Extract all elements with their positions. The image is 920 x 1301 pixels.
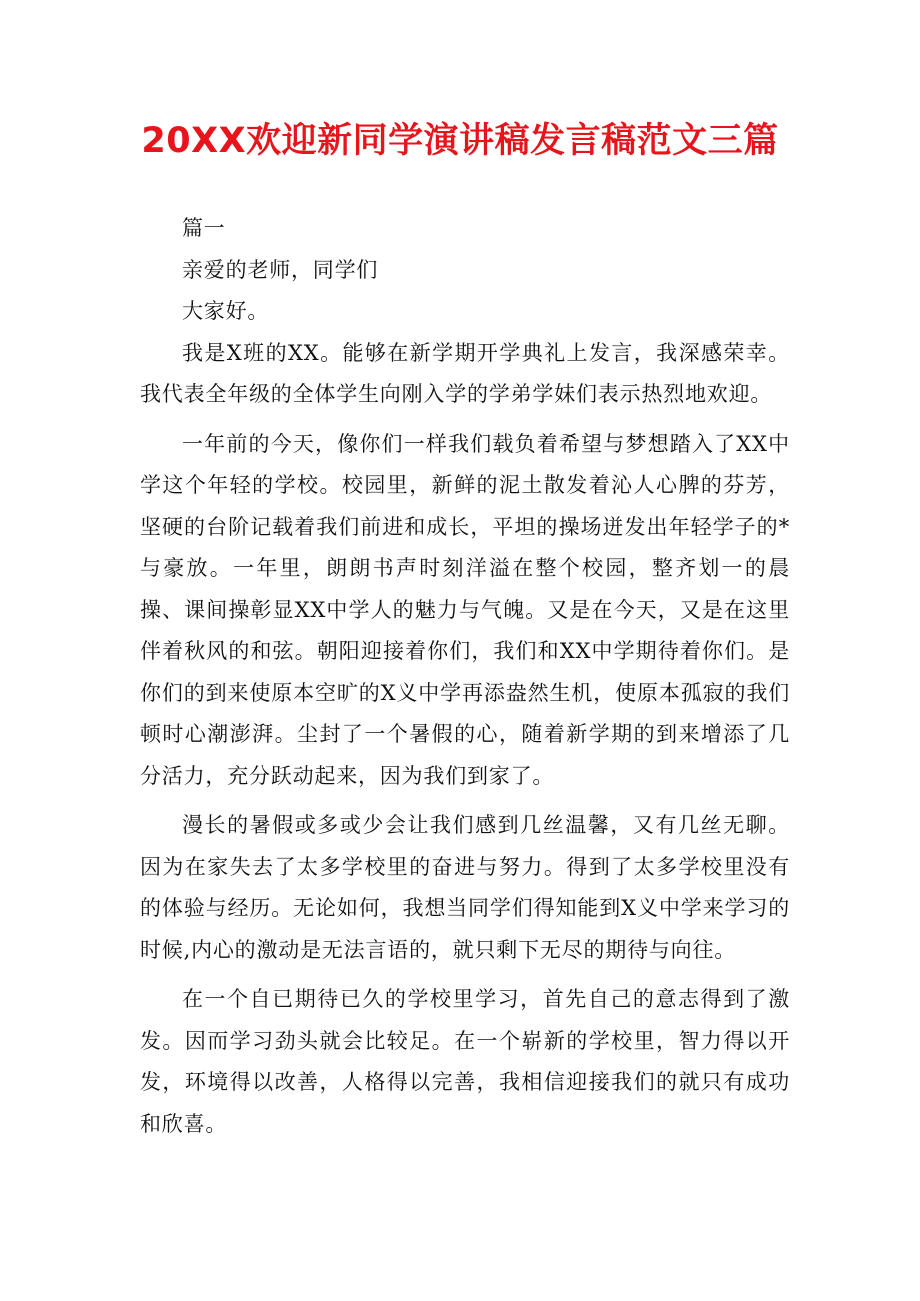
paragraph-memory: 一年前的今天，像你们一样我们载负着希望与梦想踏入了XX中学这个年轻的学校。校园里，新鲜的泥土散发着沁人心脾的芬芳，坚硬的台阶记载着我们前进和成长，平坦的操场迸发出年轻学子的*与豪放。一年里，朗朗书声时刻洋溢在整个校园，整齐划一的晨操、课间操彰显XX中学人的魅力与气魄。又是在今天，又是在这里伴着秋风的和弦。朝阳迎接着你们，我们和XX中学期待着你们。是你们的到来使原本空旷的X义中学再添盎然生机，使原本孤寂的我们顿时心潮澎湃。尘封了一个暑假的心，随着新学期的到来增添了几分活力，充分跃动起来，因为我们到家了。 [140,431,790,788]
greeting: 大家好。 [182,299,270,323]
paragraph-study: 在一个自已期待已久的学校里学习，首先自己的意志得到了激发。因而学习劲头就会比较足。在一个崭新的学校里，智力得以开发，环境得以改善，人格得以完善，我相信迎接我们的就只有成功和欣喜。 [140,987,790,1136]
paragraph-intro: 我是X班的XX。能够在新学期开学典礼上发言，我深感荣幸。我代表全年级的全体学生向刚入学的学弟学妹们表示热烈地欢迎。 [140,340,790,406]
paragraph-summer: 漫长的暑假或多或少会让我们感到几丝温馨，又有几丝无聊。因为在家失去了太多学校里的奋进与努力。得到了太多学校里没有的体验与经历。无论如何，我想当同学们得知能到X义中学来学习的时候,内心的激动是无法言语的，就只剩下无尽的期待与向往。 [140,813,790,962]
salutation: 亲爱的老师，同学们 [182,257,379,282]
document-title: 20XX欢迎新同学演讲稿发言稿范文三篇 [141,121,779,161]
document-body [140,208,790,1145]
section-heading: 篇一 [182,216,226,240]
